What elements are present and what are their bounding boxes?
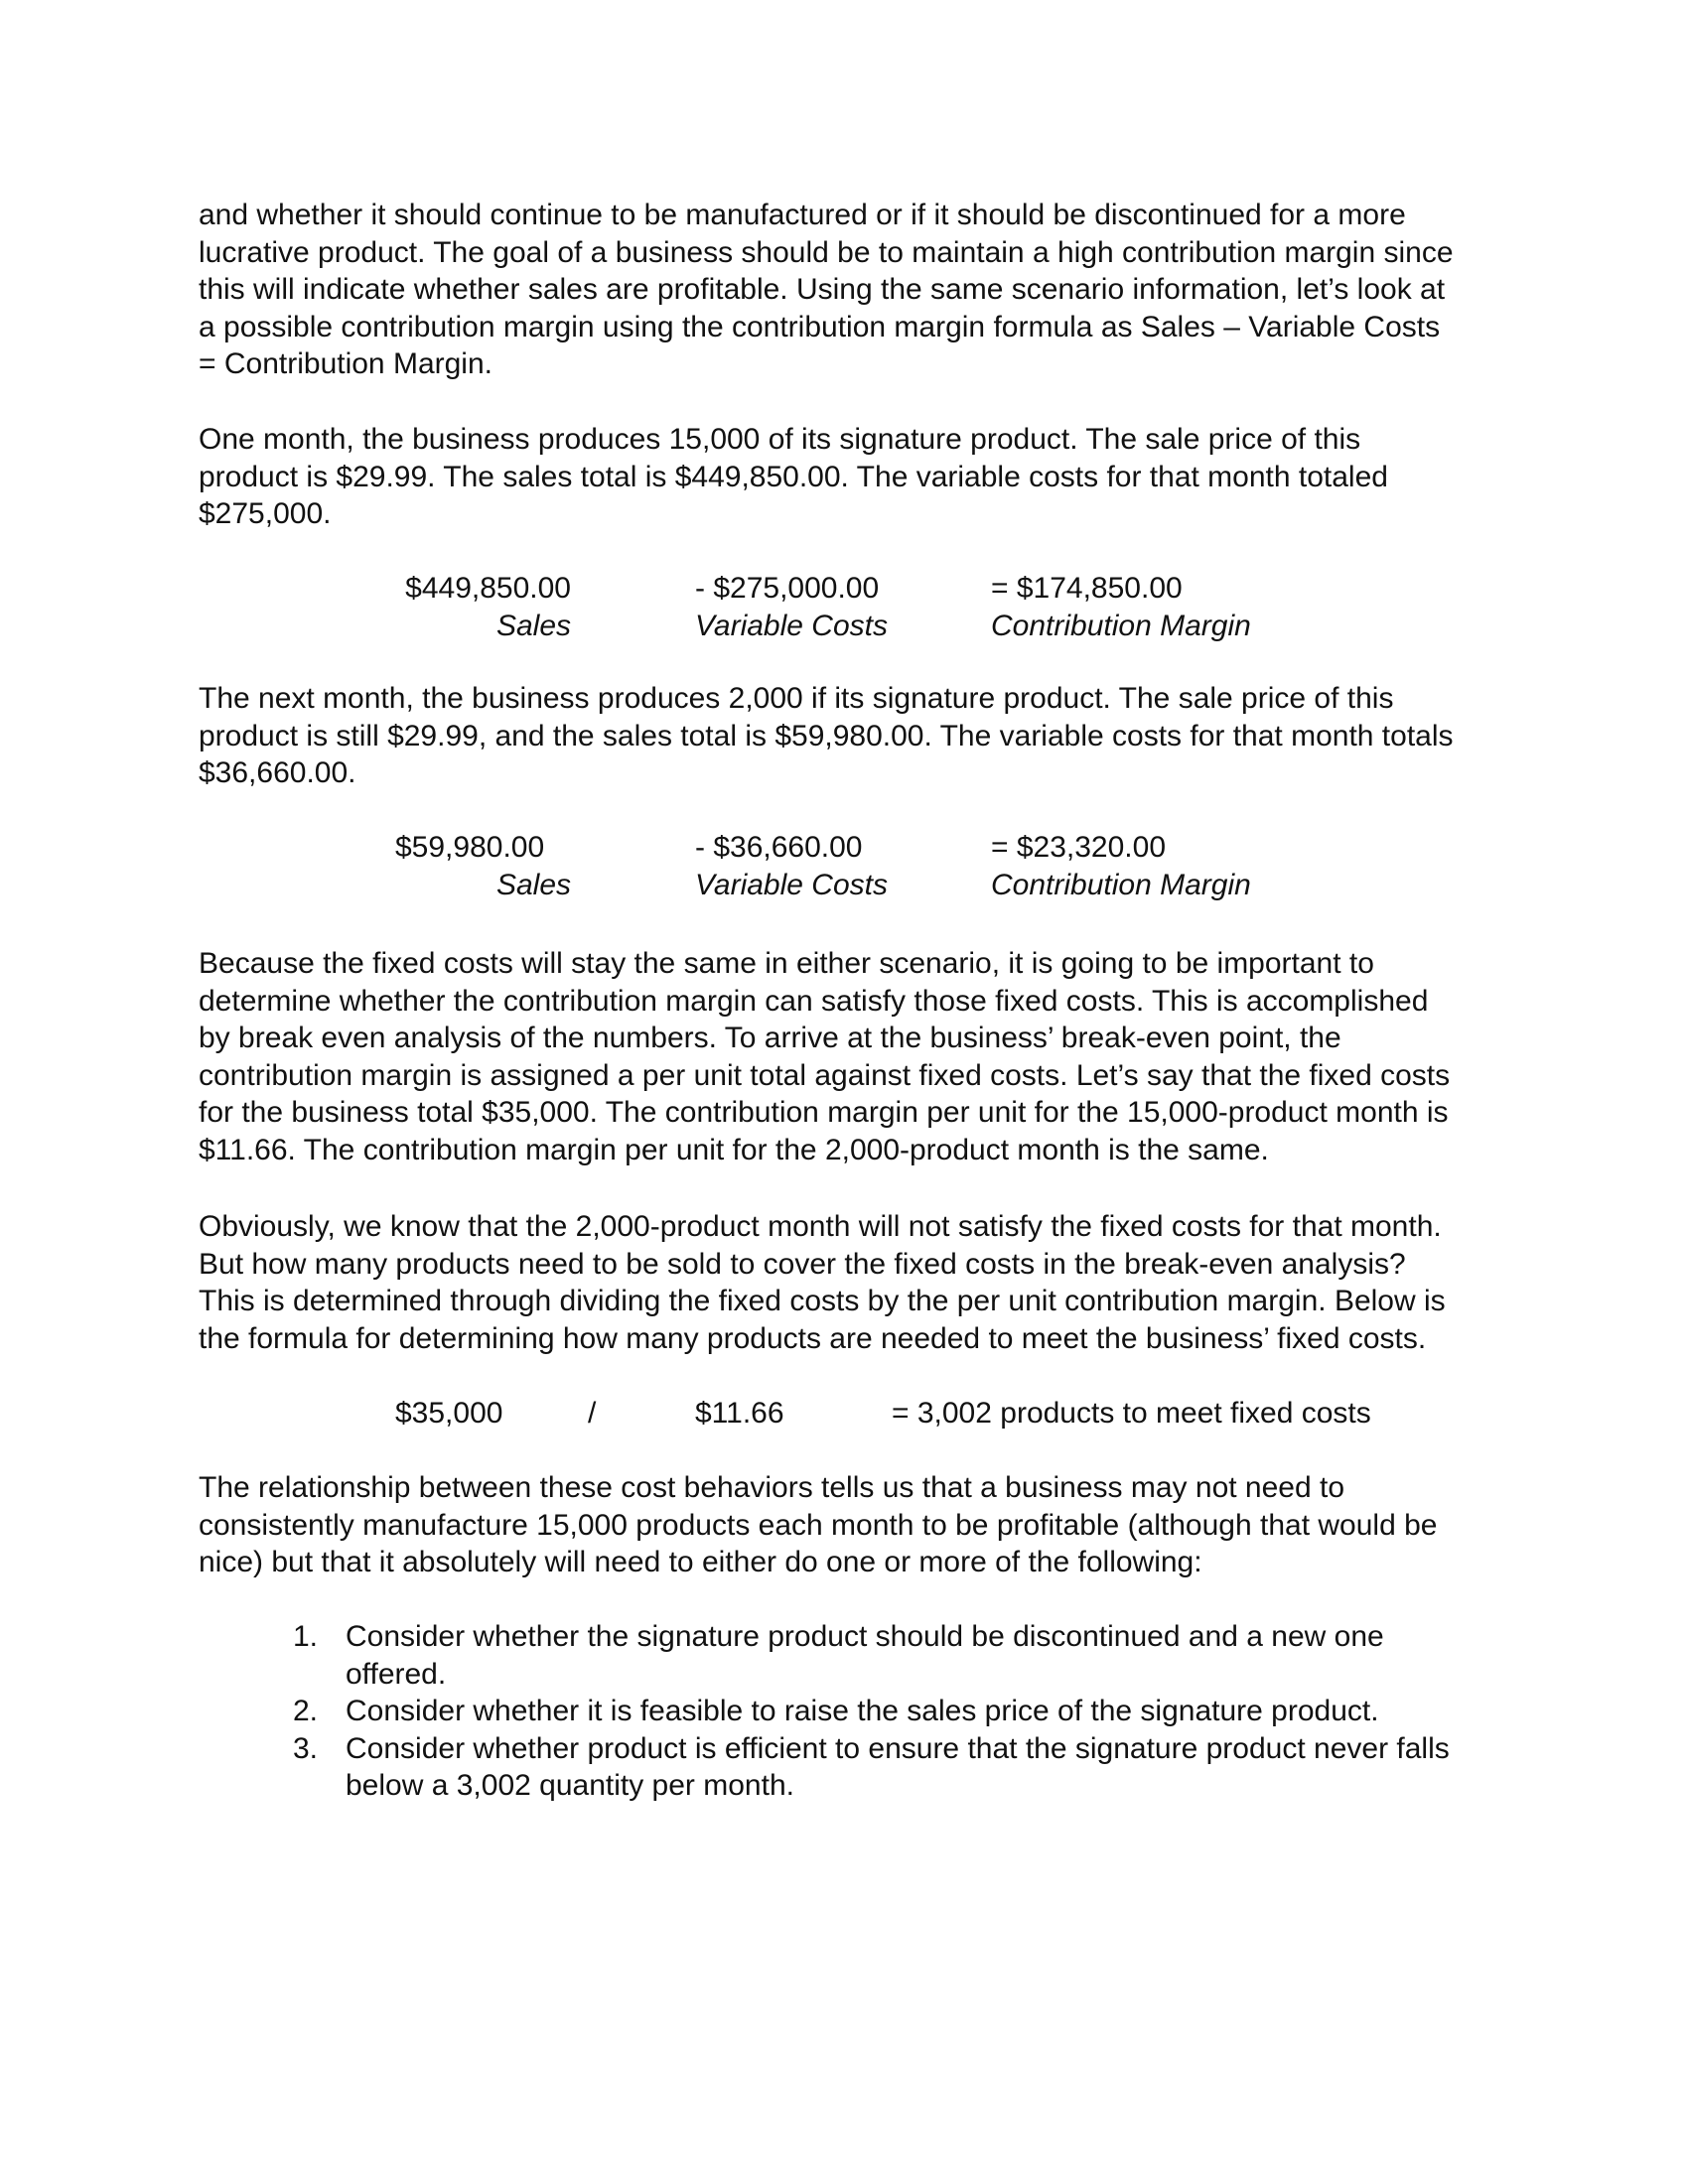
text-line: the formula for determining how many products are needed to meet the business’ fixed costs.: [199, 1321, 1427, 1355]
text-line: by break even analysis of the numbers. To arrive at the business’ break-even point, the: [199, 1022, 1341, 1054]
variable-costs-label: Variable Costs: [695, 609, 888, 642]
text-line: this will indicate whether sales are profitable. Using the same scenario information, let’s look at: [199, 273, 1446, 306]
paragraph-month-one: [199, 421, 1499, 533]
text-line: product is still $29.99, and the sales total is $59,980.00. The variable costs for that month totals: [199, 719, 1454, 752]
text-line: This is determined through dividing the fixed costs by the per unit contribution margin. Below is: [199, 1285, 1446, 1317]
list-item: [199, 1730, 1499, 1805]
text-line: Consider whether it is feasible to raise the sales price of the signature product.: [346, 1695, 1379, 1727]
variable-costs-figure: [695, 570, 888, 644]
paragraph-cost-behaviors: [199, 1469, 1499, 1581]
contribution-margin-value: = $174,850.00: [991, 572, 1183, 605]
list-number: 2.: [293, 1695, 319, 1727]
variable-costs-value: - $275,000.00: [695, 572, 880, 605]
paragraph-contribution-margin-intro: [199, 197, 1499, 383]
variable-costs-label: Variable Costs: [695, 868, 888, 901]
list-number: 1.: [293, 1620, 319, 1653]
sales-value: $449,850.00: [405, 572, 571, 605]
text-line: $36,660.00.: [199, 756, 356, 789]
text-line: Because the fixed costs will stay the same in either scenario, it is going to be important to: [199, 947, 1374, 980]
text-line: nice) but that it absolutely will need to either do one or more of the following:: [199, 1546, 1202, 1578]
text-line: $11.66. The contribution margin per unit for the 2,000-product month is the same.: [199, 1133, 1269, 1166]
text-line: offered.: [346, 1657, 447, 1691]
variable-costs-value: - $36,660.00: [695, 831, 863, 864]
text-line: Consider whether the signature product should be discontinued and a new one: [346, 1620, 1384, 1653]
paragraph-month-two: [199, 680, 1499, 792]
unit-margin-value: $11.66: [695, 1397, 784, 1430]
text-line: a possible contribution margin using the contribution margin formula as Sales – Variable Costs: [199, 310, 1441, 343]
division-operator: /: [588, 1397, 597, 1430]
text-line: for the business total $35,000. The contribution margin per unit for the 15,000-product month is: [199, 1096, 1449, 1129]
list-item: [199, 1693, 1499, 1730]
paragraph-break-even: [199, 1208, 1499, 1357]
contribution-margin-label: Contribution Margin: [991, 609, 1251, 642]
text-line: below a 3,002 quantity per month.: [346, 1769, 794, 1802]
list-item: [199, 1618, 1499, 1693]
text-line: The next month, the business produces 2,000 if its signature product. The sale price of this: [199, 682, 1394, 715]
sales-value: $59,980.00: [395, 831, 545, 864]
text-line: But how many products need to be sold to cover the fixed costs in the break-even analysis?: [199, 1247, 1406, 1281]
contribution-margin-figure: [991, 570, 1251, 644]
text-line: consistently manufacture 15,000 products each month to be profitable (although that would be: [199, 1508, 1438, 1542]
contribution-margin-value: = $23,320.00: [991, 831, 1167, 864]
text-line: lucrative product. The goal of a business should be to maintain a high contribution margin since: [199, 235, 1454, 269]
variable-costs-figure: [695, 829, 888, 903]
contribution-margin-label: Contribution Margin: [991, 868, 1251, 901]
text-line: contribution margin is assigned a per unit total against fixed costs. Let’s say that the fixed costs: [199, 1058, 1451, 1092]
text-line: = Contribution Margin.: [199, 347, 492, 380]
sales-label: Sales: [495, 868, 571, 901]
fixed-costs-value: $35,000: [395, 1397, 503, 1430]
contribution-margin-figure: [991, 829, 1251, 903]
break-even-result: = 3,002 products to meet fixed costs: [892, 1397, 1371, 1430]
text-line: product is $29.99. The sales total is $449,850.00. The variable costs for that month totaled: [199, 460, 1388, 493]
text-line: determine whether the contribution margin can satisfy those fixed costs. This is accomplished: [199, 984, 1429, 1018]
text-line: $275,000.: [199, 497, 332, 530]
text-line: Obviously, we know that the 2,000-product month will not satisfy the fixed costs for that month.: [199, 1210, 1442, 1243]
sales-figure: [395, 829, 571, 903]
text-line: and whether it should continue to be manufactured or if it should be discontinued for a more: [199, 199, 1406, 231]
text-line: Consider whether product is efficient to ensure that the signature product never falls: [346, 1731, 1450, 1765]
list-number: 3.: [293, 1731, 319, 1765]
sales-figure: [395, 570, 571, 644]
options-list: [199, 1618, 1499, 1805]
text-line: One month, the business produces 15,000 of its signature product. The sale price of this: [199, 423, 1361, 456]
paragraph-fixed-costs: [199, 945, 1499, 1168]
text-line: The relationship between these cost behaviors tells us that a business may not need to: [199, 1471, 1345, 1504]
sales-label: Sales: [495, 609, 571, 642]
